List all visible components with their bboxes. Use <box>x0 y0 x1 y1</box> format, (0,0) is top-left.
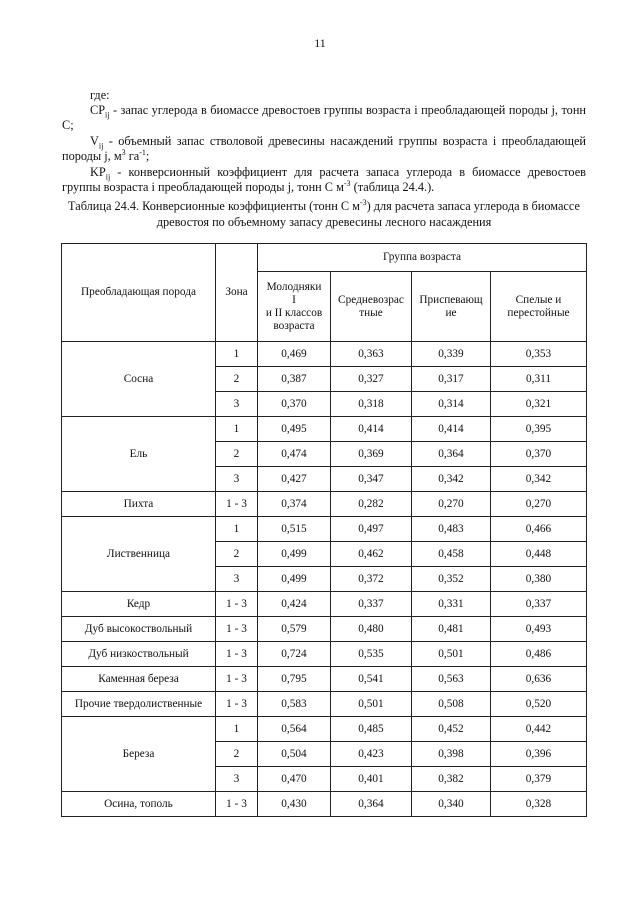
zone-cell: 1 <box>216 517 258 542</box>
species-cell: Береза <box>62 717 216 792</box>
coefficient-cell: 0,353 <box>491 342 587 367</box>
coefficient-cell: 0,380 <box>491 567 587 592</box>
table-row <box>62 492 587 517</box>
zone-cell: 1 - 3 <box>216 592 258 617</box>
coefficient-cell: 0,470 <box>258 767 331 792</box>
coefficient-cell: 0,508 <box>412 692 491 717</box>
coefficient-cell: 0,483 <box>412 517 491 542</box>
table-row <box>62 717 587 742</box>
table-caption <box>62 198 586 230</box>
coefficient-cell: 0,495 <box>258 417 331 442</box>
species-cell: Ель <box>62 417 216 492</box>
species-cell: Дуб высокоствольный <box>62 617 216 642</box>
species-cell: Дуб низкоствольный <box>62 642 216 667</box>
coefficient-cell: 0,270 <box>491 492 587 517</box>
table-body <box>62 342 587 817</box>
table-row <box>62 667 587 692</box>
coefficient-cell: 0,424 <box>258 592 331 617</box>
superscript: -3 <box>359 197 367 207</box>
header-line: Приспевающ <box>419 293 483 306</box>
species-cell: Каменная береза <box>62 667 216 692</box>
coefficient-cell: 0,493 <box>491 617 587 642</box>
zone-cell: 2 <box>216 367 258 392</box>
coefficient-cell: 0,462 <box>331 542 412 567</box>
table-row <box>62 342 587 367</box>
coefficient-cell: 0,337 <box>491 592 587 617</box>
zone-cell: 2 <box>216 442 258 467</box>
table-row <box>62 517 587 542</box>
header-line: перестойные <box>507 306 570 319</box>
coefficient-cell: 0,347 <box>331 467 412 492</box>
coefficient-cell: 0,535 <box>331 642 412 667</box>
definition-cp <box>62 103 586 134</box>
coefficient-cell: 0,342 <box>412 467 491 492</box>
coefficient-cell: 0,395 <box>491 417 587 442</box>
coefficient-cell: 0,485 <box>331 717 412 742</box>
coefficient-cell: 0,374 <box>258 492 331 517</box>
coefficient-cell: 0,499 <box>258 567 331 592</box>
coefficient-cell: 0,372 <box>331 567 412 592</box>
definition-text: ; <box>145 149 150 164</box>
definition-text: - объемный запас стволовой древесины насаждений группы возраста i преобладающей породы j, м <box>62 134 586 164</box>
conversion-coefficients-table <box>61 243 587 817</box>
header-line: возраста <box>273 319 315 332</box>
coefficient-cell: 0,579 <box>258 617 331 642</box>
header-mature <box>491 272 587 342</box>
superscript: -3 <box>343 179 351 189</box>
coefficient-cell: 0,318 <box>331 392 412 417</box>
zone-cell: 3 <box>216 392 258 417</box>
coefficient-cell: 0,458 <box>412 542 491 567</box>
coefficient-cell: 0,481 <box>412 617 491 642</box>
coefficient-cell: 0,370 <box>258 392 331 417</box>
zone-cell: 1 <box>216 342 258 367</box>
superscript: -1 <box>139 148 146 158</box>
coefficient-cell: 0,282 <box>331 492 412 517</box>
zone-cell: 1 - 3 <box>216 667 258 692</box>
definition-text: га <box>125 149 140 164</box>
coefficient-cell: 0,452 <box>412 717 491 742</box>
coefficient-cell: 0,430 <box>258 792 331 817</box>
coefficient-cell: 0,474 <box>258 442 331 467</box>
zone-cell: 1 <box>216 417 258 442</box>
definitions-intro <box>62 88 586 103</box>
table-row <box>62 792 587 817</box>
coefficient-cell: 0,327 <box>331 367 412 392</box>
coefficient-cell: 0,515 <box>258 517 331 542</box>
coefficient-cell: 0,314 <box>412 392 491 417</box>
header-young <box>258 272 331 342</box>
zone-cell: 1 - 3 <box>216 617 258 642</box>
subscript: ij <box>98 141 104 151</box>
coefficient-cell: 0,387 <box>258 367 331 392</box>
coefficient-cell: 0,317 <box>412 367 491 392</box>
subscript: ij <box>105 172 111 182</box>
coefficient-cell: 0,337 <box>331 592 412 617</box>
coefficient-cell: 0,311 <box>491 367 587 392</box>
zone-cell: 1 - 3 <box>216 792 258 817</box>
definition-v <box>62 134 586 165</box>
coefficient-cell: 0,504 <box>258 742 331 767</box>
coefficient-cell: 0,396 <box>491 742 587 767</box>
intro-text: где: <box>90 88 110 102</box>
coefficient-cell: 0,497 <box>331 517 412 542</box>
coefficient-cell: 0,486 <box>491 642 587 667</box>
coefficient-cell: 0,466 <box>491 517 587 542</box>
header-line: и II классов <box>265 306 323 319</box>
coefficient-cell: 0,423 <box>331 742 412 767</box>
zone-cell: 3 <box>216 767 258 792</box>
zone-cell: 3 <box>216 567 258 592</box>
header-ripening <box>412 272 491 342</box>
coefficient-cell: 0,480 <box>331 617 412 642</box>
species-cell: Осина, тополь <box>62 792 216 817</box>
header-line: тные <box>359 306 383 319</box>
coefficient-cell: 0,363 <box>331 342 412 367</box>
coefficient-cell: 0,499 <box>258 542 331 567</box>
coefficient-cell: 0,448 <box>491 542 587 567</box>
coefficient-cell: 0,370 <box>491 442 587 467</box>
coefficient-cell: 0,321 <box>491 392 587 417</box>
coefficient-cell: 0,379 <box>491 767 587 792</box>
coefficient-cell: 0,442 <box>491 717 587 742</box>
coefficient-cell: 0,369 <box>331 442 412 467</box>
header-line: Молодняки <box>266 280 322 293</box>
coefficient-cell: 0,339 <box>412 342 491 367</box>
page-number: 11 <box>314 36 326 50</box>
symbol: KP <box>90 165 106 179</box>
coefficient-cell: 0,563 <box>412 667 491 692</box>
coefficient-cell: 0,414 <box>331 417 412 442</box>
coefficient-cell: 0,501 <box>412 642 491 667</box>
species-cell: Сосна <box>62 342 216 417</box>
coefficient-cell: 0,352 <box>412 567 491 592</box>
coefficient-cell: 0,401 <box>331 767 412 792</box>
caption-text: ) для расчета запаса углерода в биомассе древостоя по объемному запасу древесины лесного насаждения <box>156 199 580 229</box>
zone-cell: 2 <box>216 742 258 767</box>
header-line: I <box>292 293 296 306</box>
coefficient-cell: 0,541 <box>331 667 412 692</box>
header-line: Спелые и <box>515 293 562 306</box>
table-row <box>62 692 587 717</box>
header-line: Средневозрас <box>338 293 404 306</box>
definition-text: (таблица 24.4.). <box>350 180 435 195</box>
zone-cell: 2 <box>216 542 258 567</box>
symbol: CP <box>90 103 106 117</box>
coefficient-cell: 0,795 <box>258 667 331 692</box>
coefficient-cell: 0,364 <box>412 442 491 467</box>
species-cell: Лиственница <box>62 517 216 592</box>
zone-cell: 3 <box>216 467 258 492</box>
coefficient-cell: 0,469 <box>258 342 331 367</box>
coefficient-cell: 0,331 <box>412 592 491 617</box>
zone-cell: 1 - 3 <box>216 692 258 717</box>
symbol: V <box>90 134 99 148</box>
header-zone: Зона <box>216 244 258 342</box>
header-line: ие <box>445 306 457 319</box>
superscript: 3 <box>121 148 126 158</box>
zone-cell: 1 - 3 <box>216 492 258 517</box>
coefficient-cell: 0,340 <box>412 792 491 817</box>
definition-kp <box>62 165 586 196</box>
coefficient-cell: 0,364 <box>331 792 412 817</box>
coefficient-cell: 0,520 <box>491 692 587 717</box>
coefficient-cell: 0,382 <box>412 767 491 792</box>
coefficient-cell: 0,583 <box>258 692 331 717</box>
coefficient-cell: 0,328 <box>491 792 587 817</box>
coefficient-cell: 0,270 <box>412 492 491 517</box>
zone-cell: 1 - 3 <box>216 642 258 667</box>
table-row <box>62 642 587 667</box>
coefficient-cell: 0,724 <box>258 642 331 667</box>
species-cell: Кедр <box>62 592 216 617</box>
coefficient-cell: 0,342 <box>491 467 587 492</box>
subscript: ij <box>105 110 110 120</box>
header-species: Преобладающая порода <box>62 244 216 342</box>
zone-cell: 1 <box>216 717 258 742</box>
species-cell: Прочие твердолиственные <box>62 692 216 717</box>
header-middle-aged <box>331 272 412 342</box>
table-row <box>62 617 587 642</box>
coefficient-cell: 0,414 <box>412 417 491 442</box>
header-age-group: Группа возраста <box>258 244 587 272</box>
coefficient-cell: 0,398 <box>412 742 491 767</box>
coefficient-cell: 0,501 <box>331 692 412 717</box>
table-row <box>62 592 587 617</box>
definition-text: - конверсионный коэффициент для расчета запаса углерода в биомассе древостоев группы возраста i преобладающей породы j, тонн С м <box>62 165 586 195</box>
coefficient-cell: 0,636 <box>491 667 587 692</box>
species-cell: Пихта <box>62 492 216 517</box>
coefficient-cell: 0,564 <box>258 717 331 742</box>
caption-text: Таблица 24.4. Конверсионные коэффициенты (тонн С м <box>68 199 360 213</box>
definition-text: - запас углерода в биомассе древостоев группы возраста i преобладающей породы j, тонн С; <box>62 103 586 133</box>
table-row <box>62 417 587 442</box>
coefficient-cell: 0,427 <box>258 467 331 492</box>
